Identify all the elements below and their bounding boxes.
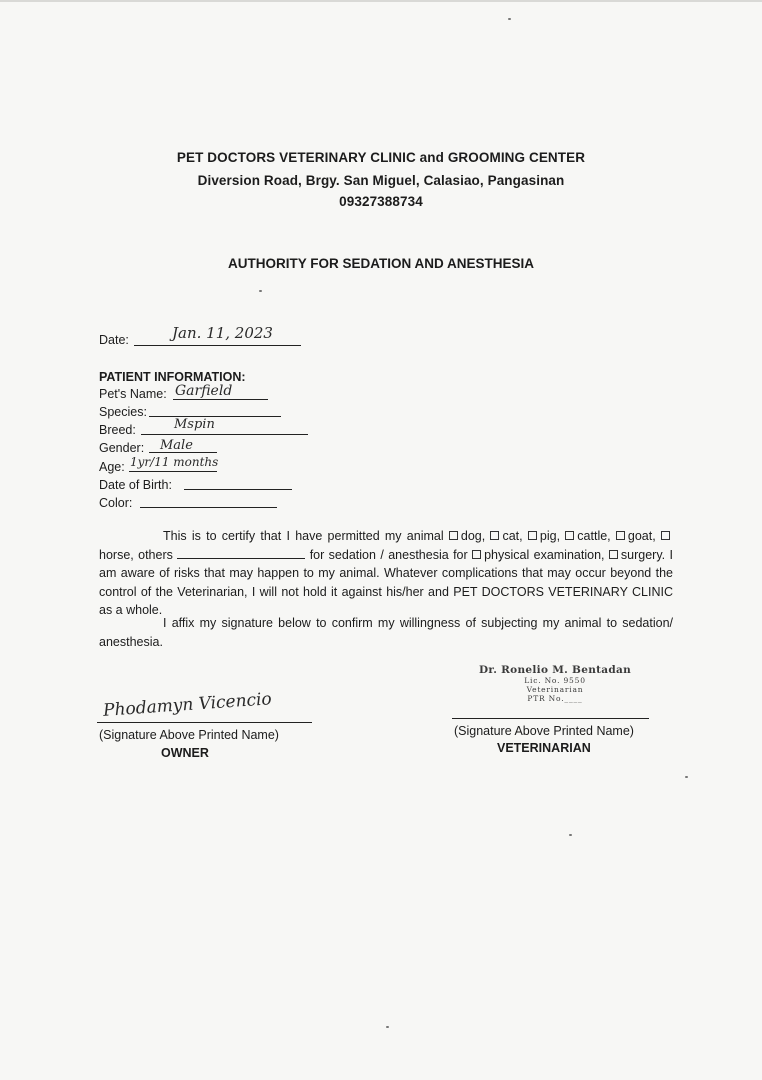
gender-label: Gender: [99,441,145,455]
color-label: Color: [99,496,133,510]
vet-signature-line [452,718,649,719]
breed-line [141,434,308,435]
vet-signature-label: (Signature Above Printed Name) [454,724,634,738]
scan-edge [0,0,762,2]
cat-checkbox[interactable] [490,531,499,540]
stamp-ptr: PTR No.____ [527,694,583,703]
horse-option: horse, others [99,547,173,562]
cat-option: cat, [502,529,523,543]
date-value: Jan. 11, 2023 [172,324,273,342]
age-label: Age: [99,460,125,474]
scan-speck [569,834,572,836]
dob-label: Date of Birth: [99,478,172,492]
form-title: AUTHORITY FOR SEDATION AND ANESTHESIA [227,256,534,271]
cattle-option: cattle, [577,529,611,543]
pets-name-line [173,399,268,400]
affirm-text: I affix my signature below to confirm my willingness of subjecting my animal to sedation/ anesthesia. [99,616,673,649]
age-line [129,471,217,472]
pig-option: pig, [539,529,561,543]
affirm-paragraph [99,614,673,651]
stamp-title: Veterinarian [526,685,584,694]
breed-label: Breed: [99,423,136,437]
cattle-checkbox[interactable] [565,531,574,540]
for-sedation-text: for sedation / anesthesia for [309,547,468,562]
dob-line [184,489,292,490]
dog-option: dog, [460,529,486,543]
pets-name-value: Garfield [175,383,233,399]
physical-option: physical examination, [484,547,605,562]
surgery-checkbox[interactable] [609,550,618,559]
vet-role: VETERINARIAN [497,741,591,755]
clinic-phone: 09327388734 [339,194,423,209]
gender-value: Male [160,438,193,453]
scan-speck [685,776,688,778]
date-label: Date: [99,333,129,347]
consent-paragraph [99,527,673,620]
date-line [134,345,301,346]
stamp-license: Lic. No. 9550 [524,676,586,685]
owner-signature-line [97,722,312,723]
pig-checkbox[interactable] [528,531,537,540]
scan-speck [508,18,511,20]
patient-heading: PATIENT INFORMATION: [99,370,246,384]
owner-signature-label: (Signature Above Printed Name) [99,728,279,742]
physical-checkbox[interactable] [472,550,481,559]
scan-speck [386,1026,389,1028]
species-line [149,416,281,417]
horse-checkbox[interactable] [661,531,670,540]
others-blank [177,548,305,559]
goat-checkbox[interactable] [616,531,625,540]
clinic-address: Diversion Road, Brgy. San Miguel, Calasiao, Pangasinan [197,173,565,188]
dog-checkbox[interactable] [449,531,458,540]
vet-stamp [470,664,640,703]
clinic-name: PET DOCTORS VETERINARY CLINIC and GROOMING CENTER [176,150,586,165]
pets-name-label: Pet's Name: [99,387,167,401]
color-line [140,507,277,508]
goat-option: goat, [627,529,656,543]
owner-signature: Phodamyn Vicencio [102,689,273,721]
breed-value: Mspin [174,417,215,432]
consent-intro: This is to certify that I have permitted my animal [163,529,444,543]
stamp-name: Dr. Ronelio M. Bentadan [478,664,632,676]
surgery-text: surgery. I am aware of risks that may happen to my animal. Whatever complications that may occur beyond the control of the Veterinarian, I will not hold it against his/her and PET DOCTORS VETERINARY CLINIC as a whole. [99,547,673,617]
age-value: 1yr/11 months [130,455,219,469]
species-label: Species: [99,405,147,419]
scan-speck [259,290,262,292]
owner-role: OWNER [161,746,209,760]
